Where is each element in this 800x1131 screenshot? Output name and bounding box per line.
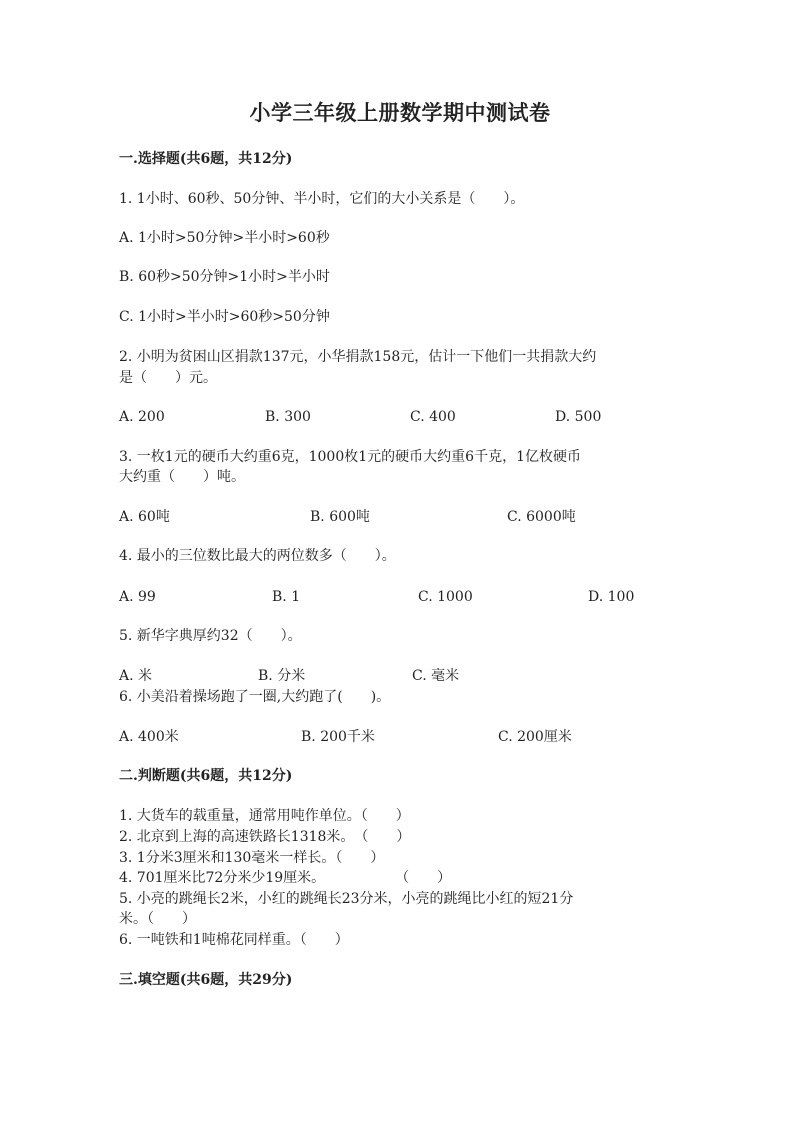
- question-1-option-b: B. 60秒>50分钟>1小时>半小时: [119, 269, 330, 285]
- section-heading-fill-blank: 三.填空题(共6题，共29分): [119, 972, 293, 988]
- question-3-option-a: A. 60吨: [119, 509, 170, 525]
- question-4-stem: 4. 最小的三位数比最大的两位数多（ ）。: [119, 548, 396, 564]
- question-1-option-c: C. 1小时>半小时>60秒>50分钟: [119, 309, 330, 325]
- question-2-option-d: D. 500: [555, 409, 602, 425]
- question-6-stem: 6. 小美沿着操场跑了一圈,大约跑了( )。: [119, 689, 391, 705]
- judgment-item-4: 4. 701厘米比72分米少19厘米。 （ ）: [119, 870, 452, 886]
- judgment-item-1: 1. 大货车的载重量，通常用吨作单位。（ ）: [119, 808, 410, 824]
- page-title: 小学三年级上册数学期中测试卷: [249, 100, 551, 125]
- judgment-item-5-line1: 5. 小亮的跳绳长2米，小红的跳绳长23分米，小亮的跳绳比小红的短21分: [119, 891, 574, 907]
- question-6-option-c: C. 200厘米: [498, 729, 572, 745]
- question-1-option-a: A. 1小时>50分钟>半小时>60秒: [119, 230, 330, 246]
- judgment-item-5-line2: 米。（ ）: [119, 911, 196, 927]
- question-4-option-d: D. 100: [588, 589, 635, 605]
- judgment-item-6: 6. 一吨铁和1吨棉花同样重。（ ）: [119, 932, 349, 948]
- question-6-option-a: A. 400米: [119, 729, 179, 745]
- question-3-stem-line1: 3. 一枚1元的硬币大约重6克，1000枚1元的硬币大约重6千克，1亿枚硬币: [119, 449, 581, 465]
- question-4-option-c: C. 1000: [418, 589, 473, 605]
- question-5-option-b: B. 分米: [258, 668, 306, 684]
- question-2-stem-line2: 是（ ）元。: [119, 370, 217, 386]
- question-5-option-a: A. 米: [119, 668, 153, 684]
- question-4-option-b: B. 1: [272, 589, 301, 605]
- question-2-option-b: B. 300: [265, 409, 311, 425]
- question-1-stem: 1. 1小时、60秒、50分钟、半小时，它们的大小关系是（ ）。: [119, 191, 525, 207]
- question-2-option-c: C. 400: [410, 409, 456, 425]
- question-5-option-c: C. 毫米: [412, 668, 460, 684]
- judgment-item-2: 2. 北京到上海的高速铁路长1318米。 （ ）: [119, 829, 411, 845]
- judgment-item-3: 3. 1分米3厘米和130毫米一样长。（ ）: [119, 850, 385, 866]
- section-heading-judgment: 二.判断题(共6题，共12分): [119, 768, 293, 784]
- question-5-stem: 5. 新华字典厚约32（ ）。: [119, 628, 302, 644]
- question-2-stem-line1: 2. 小明为贫困山区捐款137元，小华捐款158元，估计一下他们一共捐款大约: [119, 349, 597, 365]
- question-6-option-b: B. 200千米: [301, 729, 375, 745]
- question-3-option-b: B. 600吨: [310, 509, 370, 525]
- question-3-stem-line2: 大约重（ ）吨。: [119, 469, 245, 485]
- question-4-option-a: A. 99: [119, 589, 156, 605]
- question-2-option-a: A. 200: [119, 409, 165, 425]
- section-heading-choice: 一.选择题(共6题，共12分): [119, 151, 293, 167]
- question-3-option-c: C. 6000吨: [507, 509, 576, 525]
